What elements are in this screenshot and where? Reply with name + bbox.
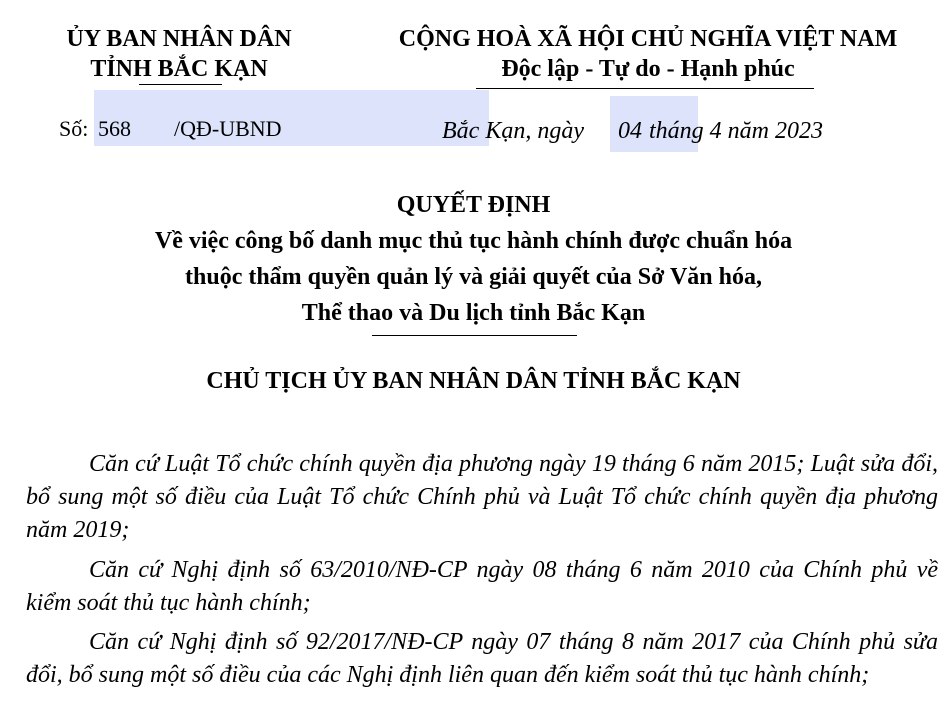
issuer-name-line1: ỦY BAN NHÂN DÂN (66, 26, 292, 52)
issuer-name-line2: TỈNH BẮC KẠN (90, 56, 268, 82)
motto-underline (476, 88, 814, 89)
doc-number-field[interactable] (94, 90, 489, 146)
legal-basis-paragraph: Căn cứ Nghị định số 63/2010/NĐ-CP ngày 08 tháng 6 năm 2010 của Chính phủ về kiểm soát thủ tục hành chính; (26, 557, 938, 616)
decision-subject-line2: thuộc thẩm quyền quản lý và giải quyết của Sở Văn hóa, (185, 264, 762, 290)
date-day: 04 (618, 118, 642, 144)
legal-basis-paragraph: Căn cứ Luật Tổ chức chính quyền địa phương ngày 19 tháng 6 năm 2015; Luật sửa đổi, bổ sung một số điều của Luật Tổ chức Chính phủ và Luật Tổ chức chính quyền địa phương năm 2019; (26, 451, 938, 543)
nation-name: CỘNG HOÀ XÃ HỘI CHỦ NGHĨA VIỆT NAM (398, 26, 898, 52)
decision-heading: QUYẾT ĐỊNH (396, 192, 551, 218)
doc-number-label: Số: (59, 116, 89, 141)
doc-number-value: 568 (98, 116, 131, 141)
nation-motto: Độc lập - Tự do - Hạnh phúc (501, 56, 795, 82)
title-underline (372, 335, 577, 336)
legal-basis-paragraph: Căn cứ Nghị định số 92/2017/NĐ-CP ngày 07 tháng 8 năm 2017 của Chính phủ sửa đổi, bổ sung một số điều của các Nghị định liên quan đến kiểm soát thủ tục hành chính; (26, 629, 938, 688)
authority-heading: CHỦ TỊCH ỦY BAN NHÂN DÂN TỈNH BẮC KẠN (206, 368, 741, 394)
date-prefix: Bắc Kạn, ngày (442, 118, 584, 144)
date-rest: tháng 4 năm 2023 (649, 118, 823, 144)
decision-subject-line3: Thể thao và Du lịch tỉnh Bắc Kạn (301, 300, 646, 326)
issuer-underline (139, 84, 222, 85)
decision-subject-line1: Về việc công bố danh mục thủ tục hành chính được chuẩn hóa (154, 228, 793, 254)
doc-number-suffix: /QĐ-UBND (174, 116, 282, 141)
